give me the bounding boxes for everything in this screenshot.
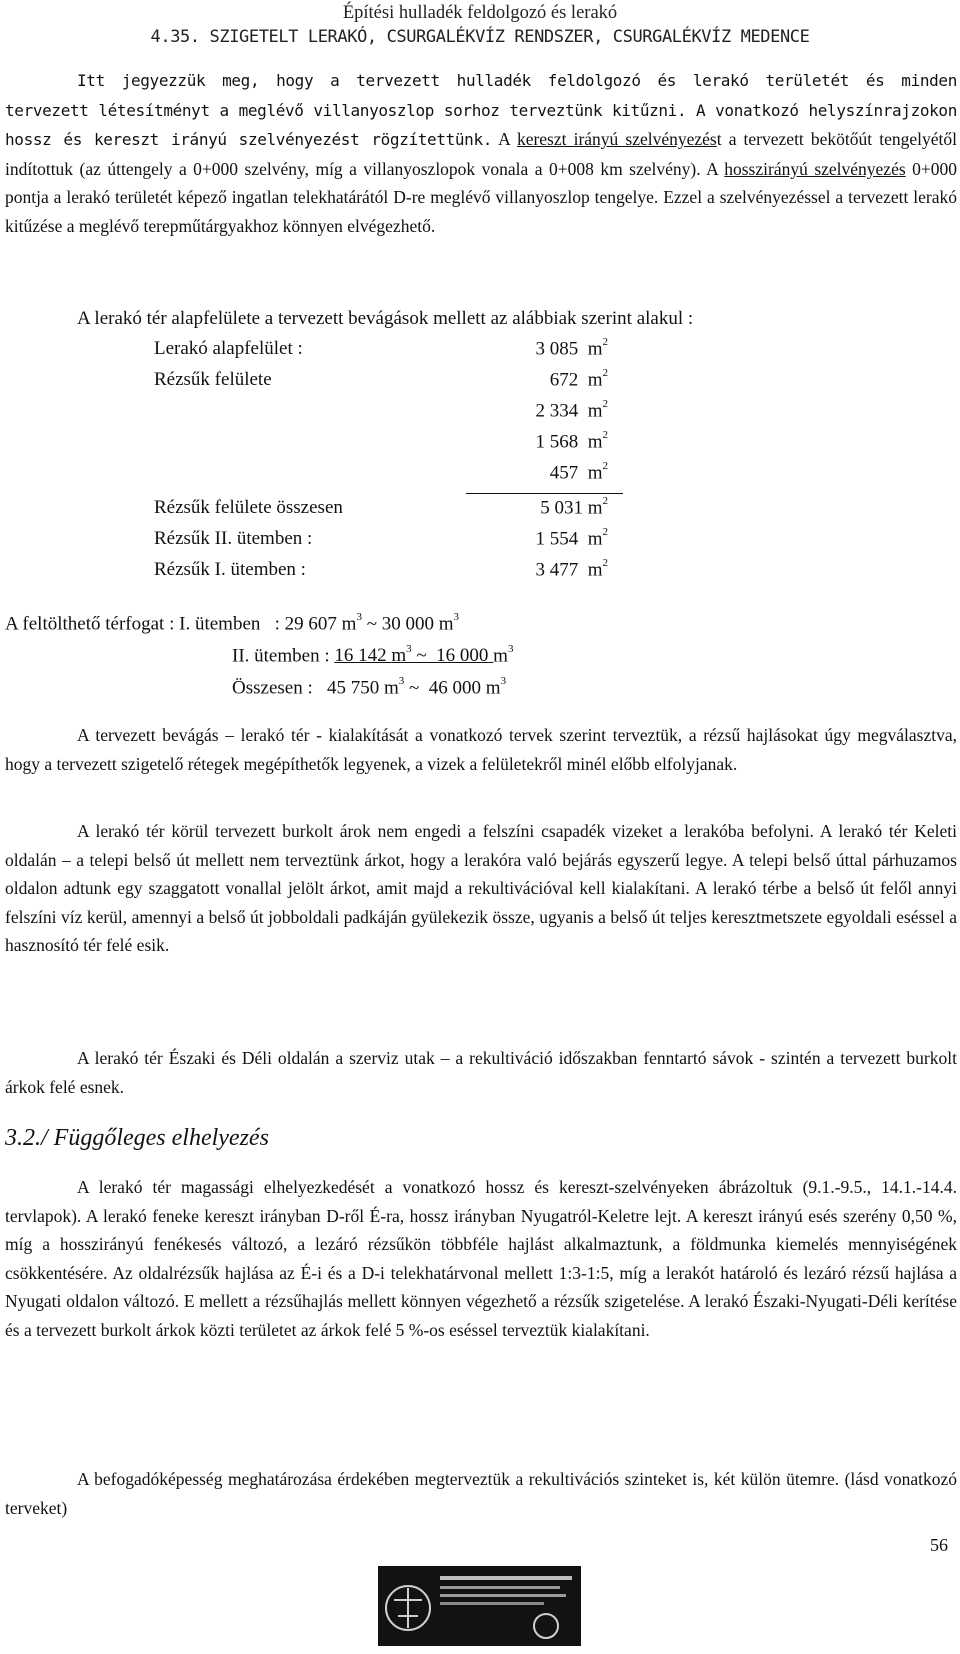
running-header-chapter: 4.35. SZIGETELT LERAKÓ, CSURGALÉKVÍZ RENDSZER, CSURGALÉKVÍZ MEDENCE: [150, 27, 810, 47]
paragraph-capacity: A befogadóképesség meghatározása érdekében megterveztük a rekultivációs szinteket is, két külön ütemre. (lásd vonatkozó terveket): [5, 1469, 957, 1518]
area-label-phase2: Rézsűk II. ütemben :: [154, 528, 313, 549]
area-value-phase2: 1 554 $m^2$: [535, 526, 608, 550]
area-label-base: Lerakó alapfelület :: [154, 338, 303, 359]
area-value-slopes-4: 457 $m^2$: [549, 460, 608, 484]
intro-sentence-1: Itt jegyezzük meg, hogy a tervezett hulladék feldolgozó és lerakó területét és minden tervezett létesítményt a meglévő villanyoszlop sorhoz terveztünk kitűzni.: [5, 71, 957, 120]
paragraph-drainage: A lerakó tér körül tervezett burkolt árok nem engedi a felszíni csapadék vizeket a lerakóba befolyni. A lerakó tér Keleti oldalán – a telepi belső út mellett nem terveztünk árkot, hogy a lerakóra való bejárás egyszerű legye. A telepi belső úttal párhuzamos oldalon adtunk egy szaggatott vonallal jelölt árkot, amit majd a rekultivációval kell kialakítani. A lerakó térbe a belső út felől annyi felszíni víz kerül, amennyi a belső út jobboldali padkáján gyülekezik össze, ugyanis a belső út teljes keresztmetszete egyoldali eséssel a hasznosító tér felé esik.: [5, 821, 957, 956]
area-value-phase1: 3 477 $m^2$: [535, 557, 608, 581]
paragraph-vertical-placement: A lerakó tér magassági elhelyezkedését a vonatkozó hossz és kereszt-szelvényeken ábrázoltuk (9.1.-9.5., 14.1.-14.4. tervlapok). A lerakó feneke kereszt irányban D-ről É-ra, hossz irányban Nyugatról-Keletre lejt. A kereszt irányú esés szerény 0,50 %, míg a hosszirányú fenékesés változó, a lezáró rézsűkön többféle hajlást alkalmaztunk, a földmunka kiemelés mennyiségének csökkentésére. Az oldalrézsűk hajlása az É-i és a D-i telekhatárvonal mellett 1:3-1:5, míg a lerakót határoló és lezáró rézsű hajlása a Nyugati oldalon változó. E mellett a rézsűhajlás mellett könnyen végezhető a rézsűk szigetelése. A lerakó Északi-Nyugati-Déli kerítése és a tervezett burkolt árkok közti területet az árkok felé 5 %-os eséssel terveztük kialakítani.: [5, 1177, 957, 1340]
volume-label: A feltölthető térfogat :: [5, 613, 175, 635]
intro-paragraph: [5, 66, 957, 241]
area-label-phase1: Rézsűk I. ütemben :: [154, 559, 306, 580]
intro-sentence-2: A vonatkozó helyszínrajzokon hossz és kereszt irányú szelvényezést rögzítettünk.: [5, 100, 957, 150]
intro-text-b1: A: [492, 129, 517, 150]
area-value-slopes-1: 672 $m^2$: [549, 367, 608, 391]
area-label-slopes: Rézsűk felülete: [154, 369, 272, 390]
section-heading: 3.2./ Függőleges elhelyezés: [5, 1125, 269, 1151]
page-number: 56: [930, 1535, 948, 1555]
areas-lead: A lerakó tér alapfelülete a tervezett bevágások mellett az alábbiak szerint alakul :: [77, 308, 694, 329]
intro-underlined-long: hosszirányú szelvényezés: [724, 158, 906, 179]
area-value-base: 3 085 $m^2$: [535, 336, 608, 360]
volume-row-total: Összesen : 45 750 $m^3$ ~ 46 000 $m^3$: [232, 675, 507, 699]
volume-row-phase1: A feltölthető térfogat : I. ütemben : 29 607 $m^3$ ~ 30 000 $m^3$: [5, 611, 460, 635]
intro-text-b5: 0+000 pontja a lerakó területét képező ingatlan telekhatárától D-re meglévő villanyoszlop tengelye. Ezzel a szelvényezéssel a tervezett lerakó kitűzése a meglévő terepműtárgyakhoz könnyen elvégezhető.: [5, 158, 957, 236]
paragraph-cut-design: A tervezett bevágás – lerakó tér - kialakítását a vonatkozó tervek szerint terveztük, a rézsű hajlásokat úgy megválasztva, hogy a tervezett szigetelő rétegek megépíthetők legyenek, a vizek a felületekről minél előbb elfolyjanak.: [5, 725, 957, 774]
intro-underlined-cross: kereszt irányú szelvényezés: [516, 129, 717, 150]
running-header-title: Építési hulladék feldolgozó és lerakó: [342, 3, 618, 23]
area-value-slopes-3: 1 568 $m^2$: [535, 429, 608, 453]
area-value-slopes-2: 2 334 $m^2$: [535, 398, 608, 422]
company-logo: [378, 1566, 581, 1646]
volume-row-phase2: II. ütemben : 16 142 $m^3$ ~ 16 000 $m^3$: [232, 643, 514, 667]
intro-text-b3: t a tervezett bekötőút tengelyétől indítottuk (az úttengely a 0+000 szelvény, míg a villanyoszlopok vonala a 0+008 km szelvény). A: [5, 129, 957, 179]
area-value-total: 5 031 $m^2$: [540, 495, 608, 519]
sum-rule: [466, 493, 623, 494]
paragraph-service-roads: A lerakó tér Északi és Déli oldalán a szerviz utak – a rekultiváció időszakban fenntartó sávok - szintén a tervezett burkolt árkok felé esnek.: [5, 1048, 957, 1097]
area-label-total: Rézsűk felülete összesen: [154, 497, 343, 518]
